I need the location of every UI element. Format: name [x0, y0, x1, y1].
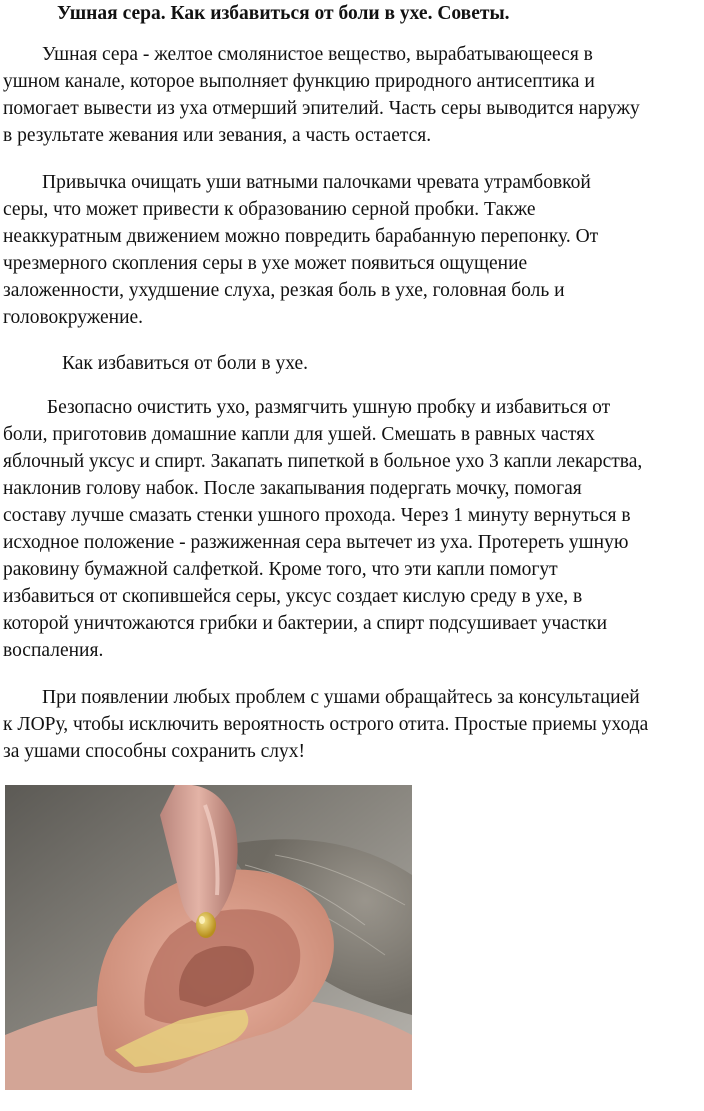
- text-line: составу лучше смазать стенки ушного прохода. Через 1 минуту вернуться в: [3, 505, 631, 526]
- text-line: серы, что может привести к образованию серной пробки. Также: [3, 199, 536, 220]
- text-line: ушном канале, которое выполняет функцию природного антисептика и: [3, 71, 595, 92]
- paragraph-ear-drops-recipe: [3, 394, 701, 664]
- paragraph-consult-doctor: [3, 684, 701, 765]
- text-line: к ЛОРу, чтобы исключить вероятность острого отита. Простые приемы ухода: [3, 714, 649, 735]
- text-line: Привычка очищать уши ватными палочками чревата утрамбовкой: [3, 172, 591, 193]
- ear-illustration: [5, 785, 412, 1090]
- text-line: помогает вывести из уха отмерший эпителий. Часть серы выводится наружу: [3, 98, 640, 119]
- text-line: боли, приготовив домашние капли для ушей. Смешать в равных частях: [3, 424, 595, 445]
- text-line: чрезмерного скопления серы в ухе может появиться ощущение: [3, 253, 528, 274]
- text-line: в результате жевания или зевания, а часть остается.: [3, 125, 432, 146]
- paragraph-earwax-intro: [3, 41, 701, 149]
- text-line: яблочный уксус и спирт. Закапать пипеткой в больное ухо 3 капли лекарства,: [3, 451, 643, 472]
- text-line: наклонив голову набок. После закапывания подергать мочку, помогая: [3, 478, 582, 499]
- text-line: избавиться от скопившейся серы, уксус создает кислую среду в ухе, в: [3, 586, 583, 607]
- text-line: раковину бумажной салфеткой. Кроме того, что эти капли помогут: [3, 559, 558, 580]
- document-title: Ушная сера. Как избавиться от боли в ухе. Советы.: [57, 3, 510, 24]
- text-line: воспаления.: [3, 640, 104, 661]
- text-line: При появлении любых проблем с ушами обращайтесь за консультацией: [3, 687, 640, 708]
- text-line: неаккуратным движением можно повредить барабанную перепонку. От: [3, 226, 599, 247]
- text-line: Безопасно очистить ухо, размягчить ушную пробку и избавиться от: [3, 397, 611, 418]
- section-subheading: Как избавиться от боли в ухе.: [62, 353, 308, 374]
- paragraph-cotton-swabs: [3, 169, 701, 331]
- text-line: Ушная сера - желтое смолянистое вещество, вырабатывающееся в: [3, 44, 593, 65]
- text-line: исходное положение - разжиженная сера вытечет из уха. Протереть ушную: [3, 532, 629, 553]
- text-line: заложенности, ухудшение слуха, резкая боль в ухе, головная боль и: [3, 280, 565, 301]
- text-line: которой уничтожаются грибки и бактерии, а спирт подсушивает участки: [3, 613, 608, 634]
- text-line: головокружение.: [3, 307, 144, 328]
- ear-drops-photo: [5, 785, 412, 1090]
- text-line: за ушами способны сохранить слух!: [3, 741, 305, 762]
